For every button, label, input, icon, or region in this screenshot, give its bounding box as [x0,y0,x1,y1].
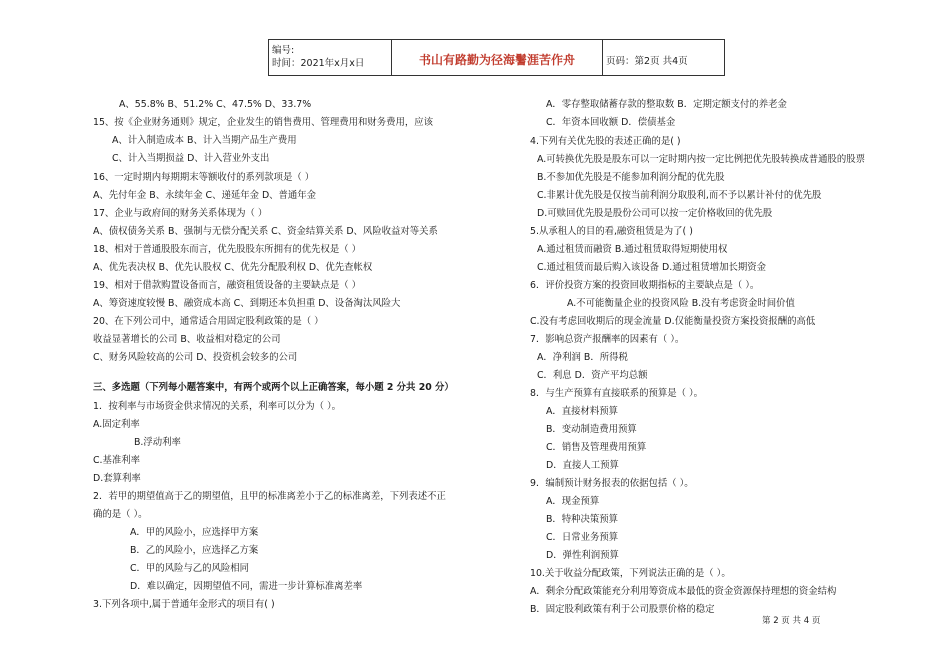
document-header [268,39,725,76]
answer-options: A、筹资速度较慢 B、融资成本高 C、到期还本负担重 D、设备淘汰风险大 [93,298,401,309]
page-info: 页码：第2页 共4页 [606,56,688,67]
answer-options: A．净利润 B．所得税 [537,352,628,363]
answer-options: A、计入制造成本 B、计入当期产品生产费用 [112,135,297,146]
multi-question-8: 8．与生产预算有直接联系的预算是（ ）。 [530,388,704,399]
answer-option: C．日常业务预算 [546,532,619,543]
serial-label: 编号: [272,45,295,56]
multi-question-9: 9．编制预计财务报表的依据包括（ ）。 [530,478,694,489]
answer-option: D．直接人工预算 [546,460,619,471]
answer-options: A．零存整取储蓄存款的整取数 B．定期定额支付的养老金 [546,99,787,110]
answer-option: C.基准利率 [93,455,141,466]
motto: 书山有路勤为径海鬐涯苦作舟 [418,53,575,67]
answer-option: A.可转换优先股是股东可以一定时期内按一定比例把优先股转换成普通股的股票 [537,154,865,165]
answer-option: B．乙的风险小，应选择乙方案 [130,545,259,556]
multi-question-10: 10.关于收益分配政策，下列说法正确的是（ ）。 [530,568,731,579]
answer-options: A.不可能衡量企业的投资风险 B.没有考虑资金时间价值 [567,298,795,309]
answer-options: C.通过租赁而最后购入该设备 D.通过租赁增加长期资金 [537,262,766,273]
time-label: 时间：2021年x月x日 [272,58,365,69]
header-motto-cell [391,40,603,75]
multi-question-2-cont: 确的是（ ）。 [93,509,148,520]
question-19: 19、相对于借款购置设备而言，融资租赁设备的主要缺点是（ ） [93,280,362,291]
multi-question-5: 5.从承租人的目的看,融资租赁是为了( ) [530,226,693,237]
answer-option: B．固定股利政策有利于公司股票价格的稳定 [530,604,715,615]
answer-option: D.可赎回优先股是股份公司可以按一定价格收回的优先股 [537,208,773,219]
answer-options: A、优先表决权 B、优先认股权 C、优先分配股利权 D、优先查帐权 [93,262,373,273]
answer-options: A.通过租赁而融资 B.通过租赁取得短期使用权 [537,244,728,255]
multi-question-3: 3.下列各项中,属于普通年金形式的项目有( ) [93,599,275,610]
header-info-cell [269,40,391,75]
answer-option: B.不参加优先股是不能参加利润分配的优先股 [537,172,725,183]
answer-option: B.浮动利率 [134,437,181,448]
answer-option: C.非累计优先股是仅按当前利润分取股利,而不予以累计补付的优先股 [537,190,822,201]
answer-options: A、先付年金 B、永续年金 C、递延年金 D、普通年金 [93,190,317,201]
answer-options: A、55.8% B、51.2% C、47.5% D、33.7% [119,99,312,110]
answer-option: B．变动制造费用预算 [546,424,637,435]
answer-option: C．甲的风险与乙的风险相同 [130,563,250,574]
multi-question-7: 7．影响总资产报酬率的因素有（ ）。 [530,334,685,345]
answer-options: A、债权债务关系 B、强制与无偿分配关系 C、资金结算关系 D、风险收益对等关系 [93,226,438,237]
answer-option: A．剩余分配政策能充分利用筹资成本最低的资金资源保持理想的资金结构 [530,586,837,597]
question-17: 17、企业与政府间的财务关系体现为（ ） [93,208,268,219]
answer-options: C、财务风险较高的公司 D、投资机会较多的公司 [93,352,298,363]
answer-options: C．年资本回收额 D．偿债基金 [546,117,676,128]
section-heading: 三、多选题（下列每小题答案中，有两个或两个以上正确答案，每小题 2 分共 20 分） [93,382,454,393]
answer-option: D．难以确定，因期望值不同，需进一步计算标准离差率 [130,581,363,592]
answer-options: C．利息 D．资产平均总额 [537,370,648,381]
answer-options: 收益显著增长的公司 B、收益相对稳定的公司 [93,334,281,345]
answer-option: B．特种决策预算 [546,514,619,525]
multi-question-4: 4.下列有关优先股的表述正确的是( ) [530,136,681,147]
multi-question-1: 1．按利率与市场资金供求情况的关系，利率可以分为（ ）。 [93,401,342,412]
answer-option: C．销售及管理费用预算 [546,442,647,453]
answer-option: A．甲的风险小，应选择甲方案 [130,527,259,538]
header-page-cell [602,40,722,75]
answer-options: C.没有考虑回收期后的现金流量 D.仅能衡量投资方案投资报酬的高低 [530,316,816,327]
question-15: 15、按《企业财务通则》规定，企业发生的销售费用、管理费用和财务费用，应该 [93,117,434,128]
answer-option: D．弹性利润预算 [546,550,619,561]
page-footer: 第 2 页 共 4 页 [762,616,821,626]
question-16: 16、一定时期内每期期末等额收付的系列款项是（ ） [93,172,315,183]
answer-options: C、计入当期损益 D、计入营业外支出 [112,153,270,164]
question-20: 20、在下列公司中，通常适合用固定股利政策的是（ ） [93,316,324,327]
question-18: 18、相对于普通股股东而言，优先股股东所拥有的优先权是（ ） [93,244,362,255]
multi-question-6: 6．评价投资方案的投资回收期指标的主要缺点是（ ）。 [530,280,760,291]
answer-option: D.套算利率 [93,473,141,484]
answer-option: A.固定利率 [93,419,140,430]
multi-question-2: 2．若甲的期望值高于乙的期望值，且甲的标准离差小于乙的标准离差，下列表述不正 [93,491,446,502]
answer-option: A．直接材料预算 [546,406,619,417]
answer-option: A．现金预算 [546,496,600,507]
